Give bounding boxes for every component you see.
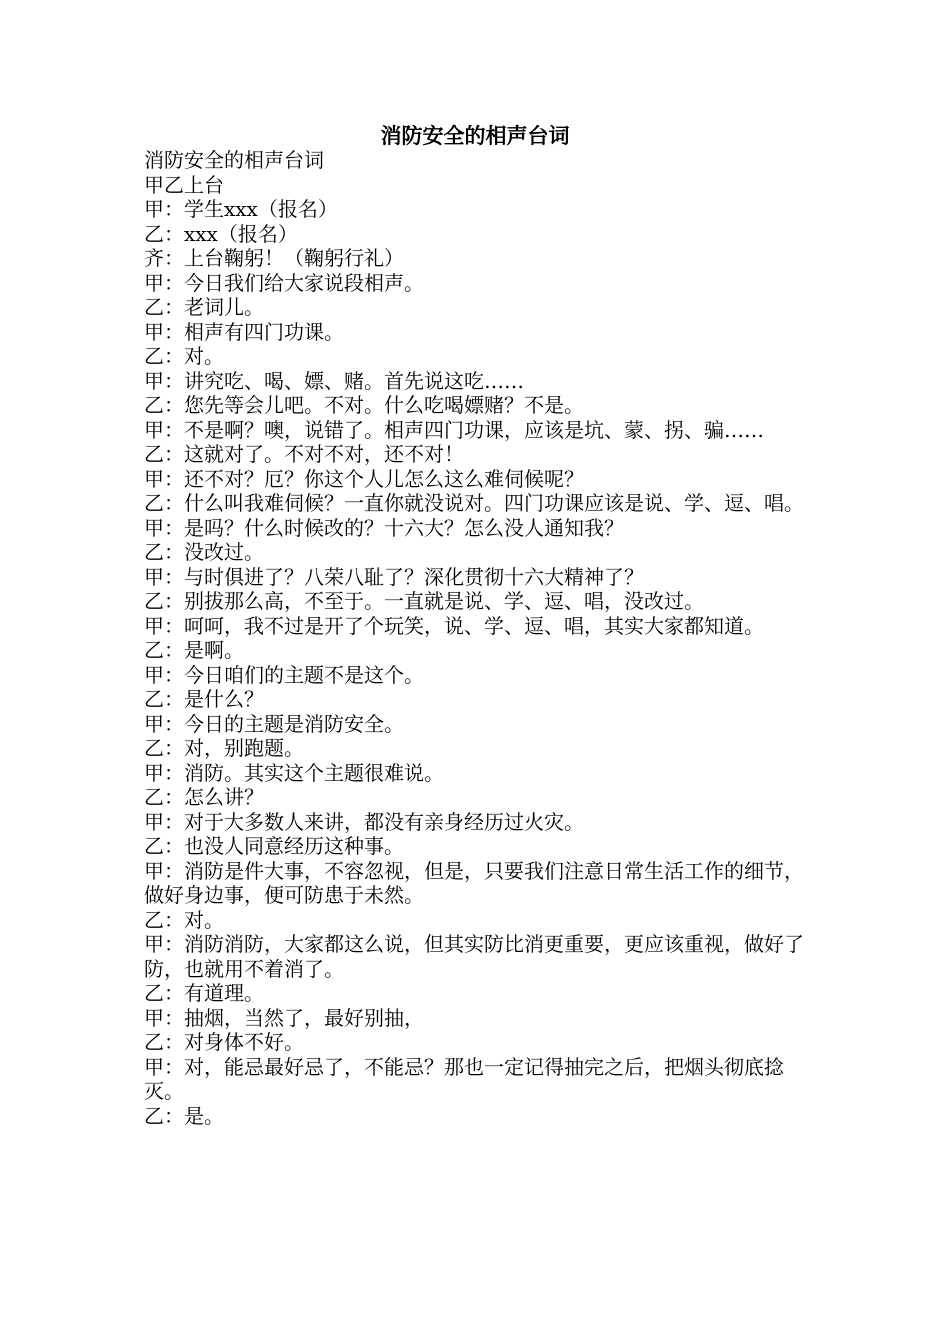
text-line: 乙：对，别跑题。 [144, 736, 304, 760]
text-line: 甲：是吗？什么时候改的？十六大？怎么没人通知我？ [144, 515, 624, 540]
text-line: 甲：消防消防，大家都这么说，但其实防比消更重要，更应该重视，做好了防，也就用不着消了。 [144, 932, 804, 981]
text-line: 乙：是。 [144, 1103, 224, 1128]
text-line: 甲乙上台 [144, 172, 224, 197]
text-line: 消防安全的相声台词 [144, 148, 324, 172]
text-line: 甲：相声有四门功课。 [144, 319, 344, 344]
text-line: 乙：也没人同意经历这种事。 [144, 834, 404, 858]
text-line: 乙：有道理。 [144, 981, 264, 1005]
text-line: 甲：呵呵，我不过是开了个玩笑，说、学、逗、唱，其实大家都知道。 [144, 613, 764, 638]
text-line: 甲：消防。其实这个主题很难说。 [144, 760, 444, 785]
text-line: 甲：今日的主题是消防安全。 [144, 711, 404, 736]
text-line: 乙：是什么？ [144, 687, 264, 711]
text-line: 甲：不是啊？噢，说错了。相声四门功课，应该是坑、蒙、拐、骗…… [144, 417, 764, 442]
text-line: 乙：老词儿。 [144, 295, 264, 319]
text-line: 甲：还不对？厄？你这个人儿怎么这么难伺候呢？ [144, 466, 584, 491]
text-line: 乙：对。 [144, 344, 224, 368]
text-line: 甲：今日我们给大家说段相声。 [144, 270, 424, 295]
text-line: 乙：什么叫我难伺候？一直你就没说对。四门功课应该是说、学、逗、唱。 [144, 491, 804, 515]
text-line: 齐：上台鞠躬！（鞠躬行礼） [144, 246, 404, 270]
text-line: 甲：消防是件大事，不容忽视，但是，只要我们注意日常生活工作的细节，做好身边事，便可防患于未然。 [144, 858, 804, 907]
text-line: 乙：您先等会儿吧。不对。什么吃喝嫖赌？不是。 [144, 393, 584, 417]
text-line: 甲：对于大多数人来讲，都没有亲身经历过火灾。 [144, 809, 584, 834]
text-line: 甲：今日咱们的主题不是这个。 [144, 662, 424, 687]
text-line: 乙：别拔那么高，不至于。一直就是说、学、逗、唱，没改过。 [144, 589, 704, 613]
text-line: 甲：对，能忌最好忌了，不能忌？那也一定记得抽完之后，把烟头彻底捻灭。 [144, 1054, 784, 1103]
text-line: 乙：对。 [144, 907, 224, 932]
document-title: 消防安全的相声台词 [380, 123, 570, 148]
text-line: 乙：怎么讲？ [144, 785, 264, 809]
text-line: 乙：xxx（报名） [144, 221, 298, 246]
text-line: 乙：没改过。 [144, 540, 264, 564]
text-line: 甲：与时俱进了？八荣八耻了？深化贯彻十六大精神了？ [144, 564, 644, 589]
text-line: 甲：抽烟，当然了，最好别抽， [144, 1005, 424, 1030]
document-body [144, 148, 808, 1128]
text-line: 乙：对身体不好。 [144, 1030, 304, 1054]
text-line: 乙：这就对了。不对不对，还不对！ [144, 442, 464, 466]
text-line: 甲：讲究吃、喝、嫖、赌。首先说这吃…… [144, 368, 524, 393]
text-line: 乙：是啊。 [144, 638, 244, 662]
text-line: 甲：学生xxx（报名） [144, 197, 338, 221]
